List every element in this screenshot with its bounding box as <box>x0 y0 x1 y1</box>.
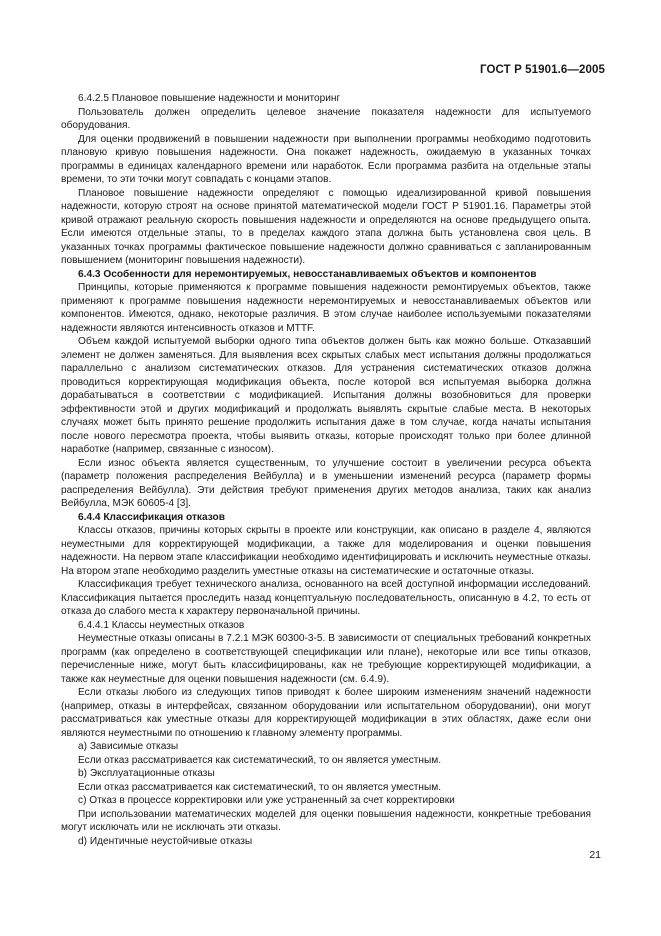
paragraph: Если отказ рассматривается как систематический, то он является уместным. <box>78 781 442 793</box>
paragraph: Классификация требует технического анализа, основанного на всей доступной информации исследований. Классификация пытается проследить назад концептуальную последовательность, описанную в 4.2, то есть от отказа до слабого места к характеру первоначальной причины. <box>61 579 591 617</box>
subsection-heading: 6.4.4.1 Классы неуместных отказов <box>78 619 245 631</box>
page-number: 21 <box>589 849 601 861</box>
paragraph: Классы отказов, причины которых скрыты в проекте или конструкции, как описано в разделе 4, являются неуместными для корректирующей модификации, а также для моделирования и оценки повышения надежности. На первом этапе классификации необходимо идентифицировать и исключить неуместные отказы. На втором этапе необходимо разделить уместные отказы на систематические и остаточные отказы. <box>61 525 591 577</box>
section-heading: 6.4.3 Особенности для неремонтируемых, невосстанавливаемых объектов и компонентов <box>78 268 537 280</box>
paragraph: Если износ объекта является существенным, то улучшение состоит в увеличении ресурса объекта (параметр положения распределения Вейбулла) и в уменьшении изменений ресурса (параметр формы распределения Вейбулла). Эти действия требуют применения других методов анализа, таких как анализ Вейбулла, МЭК 60605-4 [3]. <box>61 457 591 509</box>
subsection-heading: 6.4.2.5 Плановое повышение надежности и мониторинг <box>78 93 341 104</box>
document-id: ГОСТ Р 51901.6—2005 <box>480 64 605 76</box>
section-heading: 6.4.4 Классификация отказов <box>78 511 225 523</box>
paragraph: Если отказ рассматривается как систематический, то он является уместным. <box>78 754 442 766</box>
paragraph: Если отказы любого из следующих типов приводят к более широким изменениям значений надежности (например, отказы в интерфейсах, связанном оборудовании или испытательном оборудовании), они могут рассматриваться как уместные отказы для корректирующей модификации в этих областях, даже если они являются неуместными по отношению к главному элементу программы. <box>61 687 591 739</box>
paragraph: Принципы, которые применяются к программе повышения надежности ремонтируемых объектов, также применяют к программе повышения надежности неремонтируемых и невосстанавливаемых объектов или компонентов. Имеются, однако, некоторые различия. В этом случае наиболее используемыми показателями надежности являются интенсивность отказов и MTTF. <box>61 282 591 334</box>
list-item: a) Зависимые отказы <box>78 741 179 752</box>
paragraph: Для оценки продвижений в повышении надежности при выполнении программы необходимо подготовить плановую кривую повышения надежности. Она покажет надежность, ожидаемую в указанных точках программы в единицах календарного времени или наработок. Если программа разбита на отдельные этапы времени, то эти точки могут совпадать с концами этапов. <box>61 133 591 185</box>
list-item: c) Отказ в процессе корректировки или уже устраненный за счет корректировки <box>78 795 455 806</box>
paragraph: Неуместные отказы описаны в 7.2.1 МЭК 60300-3-5. В зависимости от специальных требований конкретных программ (как определено в соответствующей спецификации или плане), некоторые или все типы отказов, перечисленные ниже, могут быть классифицированы, как не требующие корректирующей модификации, а также как неуместные для оценки повышения надежности (см. 6.4.9). <box>61 633 591 685</box>
paragraph: Плановое повышение надежности определяют с помощью идеализированной кривой повышения надежности, которую строят на основе принятой математической модели ГОСТ Р 51901.16. Параметры этой кривой отражают реальную скорость повышения надежности и определяются на основе предыдущего опыта. Если имеются отдельные этапы, то в пределах каждого этапа должна быть установлена своя цель. В указанных точках программы фактическое повышение надежности должно сравниваться с запланированным повышением (мониторинг повышения надежности). <box>61 187 591 266</box>
paragraph: Пользователь должен определить целевое значение показателя надежности для испытуемого оборудования. <box>61 106 591 131</box>
paragraph: При использовании математических моделей для оценки повышения надежности, конкретные требования могут исключать или не исключать эти отказы. <box>61 808 591 833</box>
list-item: b) Эксплуатационные отказы <box>78 768 215 779</box>
paragraph: Объем каждой испытуемой выборки одного типа объектов должен быть как можно больше. Отказавший элемент не должен заменяться. Для выявления всех скрытых слабых мест испытания должны продолжаться параллельно с анализом систематических отказов. Для устранения систематических отказов должна проводиться корректирующая модификация объекта, после которой вся испытуемая выборка должна дорабатываться в соответствии с модификацией. Испытания должны возобновиться для проверки эффективности этой и других модификаций и продолжать выявлять скрытые слабые места. В некоторых случаях может быть принято решение продолжить испытания даже в том случае, когда начаты испытания после нового пересмотра проекта, чтобы выявить отказы, которые происходят только при более длинной наработке (например, связанные с износом). <box>61 336 591 455</box>
list-item: d) Идентичные неустойчивые отказы <box>78 835 253 847</box>
page-body <box>61 92 591 848</box>
